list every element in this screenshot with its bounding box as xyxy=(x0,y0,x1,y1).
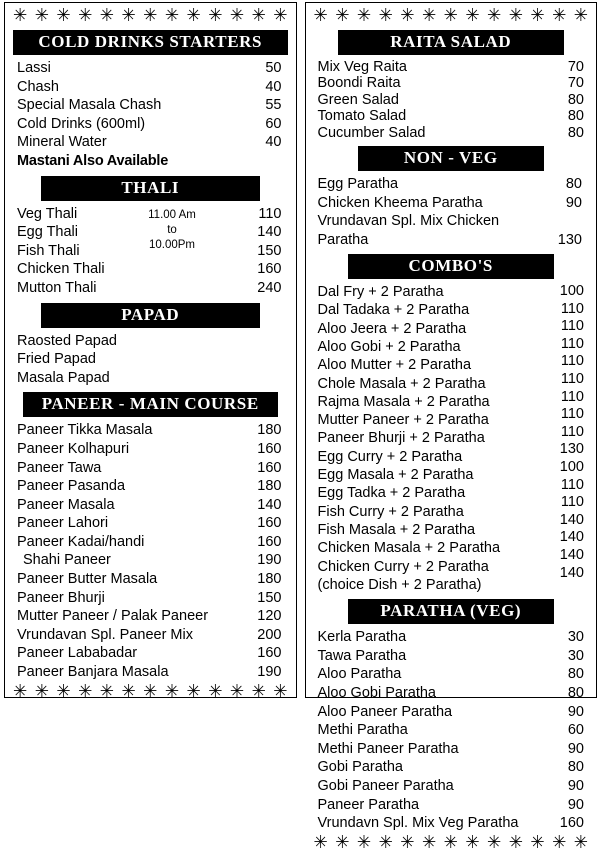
menu-item-name: Paneer Kadai/handi xyxy=(17,533,145,550)
star-icon: ✳ xyxy=(465,832,480,853)
star-icon: ✳ xyxy=(121,681,136,703)
menu-item-name: Paneer Tawa xyxy=(17,459,102,476)
menu-item-name: Mastani Also Available xyxy=(17,152,169,169)
menu-item-row xyxy=(318,175,589,194)
menu-item-row xyxy=(17,663,288,682)
paratha-veg-item-list xyxy=(312,628,591,833)
menu-item-name: Chicken Masala + 2 Paratha xyxy=(317,540,501,557)
star-divider-top-right xyxy=(312,7,591,25)
menu-item-name: Fish Curry + 2 Paratha xyxy=(317,503,464,520)
menu-item-price: 110 xyxy=(560,318,584,335)
menu-item-row xyxy=(17,589,288,608)
paratha-veg-name-column xyxy=(318,628,543,833)
menu-item-name: Gobi Paneer Paratha xyxy=(317,777,454,794)
menu-item-row xyxy=(17,533,288,552)
menu-item-price: 160 xyxy=(257,533,282,550)
menu-item-name: Dal Tadaka + 2 Paratha xyxy=(317,302,470,319)
menu-item-price: 110 xyxy=(560,353,584,370)
menu-item-row xyxy=(17,551,288,570)
section-header-thali: THALI xyxy=(41,176,260,201)
menu-item-name: Gobi Paratha xyxy=(317,759,403,776)
menu-item-name: Paneer Pasanda xyxy=(17,478,126,495)
star-icon: ✳ xyxy=(186,5,201,27)
right-menu-panel xyxy=(305,2,598,853)
menu-item-row xyxy=(17,607,288,626)
menu-item-name: Paneer Kolhapuri xyxy=(17,440,130,457)
combos-item-list xyxy=(312,283,591,594)
menu-item-name: Chole Masala + 2 Paratha xyxy=(317,375,486,392)
menu-item-row xyxy=(17,279,288,298)
section-header-cold-drinks: COLD DRINKS STARTERS xyxy=(13,30,288,55)
menu-item-name: Chicken Thali xyxy=(17,261,105,278)
menu-item-price: 100 xyxy=(559,459,584,476)
menu-item-price: 55 xyxy=(265,97,282,114)
menu-item-price: 150 xyxy=(257,242,282,259)
star-icon: ✳ xyxy=(208,5,223,27)
star-icon: ✳ xyxy=(400,5,415,27)
menu-item-name: Tomato Salad xyxy=(317,108,407,125)
star-icon: ✳ xyxy=(13,5,28,27)
star-icon: ✳ xyxy=(530,832,545,853)
star-icon: ✳ xyxy=(573,832,588,853)
menu-item-price: 80 xyxy=(567,124,584,141)
menu-item-price: 130 xyxy=(557,231,582,248)
menu-item-name: Egg Masala + 2 Paratha xyxy=(317,467,474,484)
section-header-non-veg: NON - VEG xyxy=(358,146,545,171)
menu-item-name: Raosted Papad xyxy=(17,332,117,349)
menu-item-name: Paneer Lababadar xyxy=(17,645,138,662)
menu-item-price: 50 xyxy=(265,60,282,76)
menu-item-row xyxy=(17,260,288,279)
menu-item-name: Paneer Banjara Masala xyxy=(17,664,169,681)
menu-item-name: Lassi xyxy=(17,60,51,76)
section-header-combos: COMBO'S xyxy=(348,254,555,279)
menu-item-name: Egg Tadka + 2 Paratha xyxy=(317,485,466,502)
star-icon: ✳ xyxy=(335,5,350,27)
star-icon: ✳ xyxy=(335,832,350,853)
raita-name-column xyxy=(318,59,543,141)
menu-item-name: Rajma Masala + 2 Paratha xyxy=(317,393,490,410)
paneer-item-list xyxy=(11,421,290,681)
menu-item-name: Shahi Paneer xyxy=(23,552,111,569)
menu-item-price: 110 xyxy=(560,371,584,388)
menu-item-row xyxy=(17,496,288,515)
star-icon: ✳ xyxy=(78,681,93,703)
menu-item-price: 110 xyxy=(560,494,584,511)
menu-item-name: Paneer Lahori xyxy=(17,515,109,532)
menu-item-name: Boondi Raita xyxy=(317,75,401,92)
star-icon: ✳ xyxy=(356,5,372,27)
menu-item-price: 160 xyxy=(257,645,282,662)
star-icon: ✳ xyxy=(99,681,114,703)
section-header-raita-salad: RAITA SALAD xyxy=(338,30,565,55)
menu-item-price: 90 xyxy=(567,796,584,813)
menu-item-row xyxy=(318,194,589,213)
star-icon: ✳ xyxy=(421,5,437,27)
star-icon: ✳ xyxy=(273,5,288,27)
menu-item-name: Egg Curry + 2 Paratha xyxy=(317,448,463,465)
menu-item-name: Fried Papad xyxy=(17,351,96,368)
menu-item-name: Masala Papad xyxy=(17,369,110,386)
papad-item-list xyxy=(11,332,290,388)
menu-item-price: 110 xyxy=(258,205,282,222)
star-icon: ✳ xyxy=(487,832,502,853)
star-icon: ✳ xyxy=(34,5,49,27)
menu-item-row xyxy=(17,133,288,152)
menu-item-price: 160 xyxy=(257,261,282,278)
menu-item-price: 120 xyxy=(257,608,282,625)
menu-item-price: 100 xyxy=(559,283,584,300)
menu-item-row xyxy=(17,626,288,645)
star-icon: ✳ xyxy=(465,5,480,27)
menu-item-name: Aloo Paratha xyxy=(317,666,402,683)
menu-item-name: Cold Drinks (600ml) xyxy=(17,115,146,132)
menu-item-name: Egg Thali xyxy=(17,224,78,241)
star-icon: ✳ xyxy=(356,832,372,853)
star-icon: ✳ xyxy=(78,5,93,27)
menu-item-price: 140 xyxy=(559,511,584,528)
menu-item-row xyxy=(17,459,288,478)
menu-item-price: 180 xyxy=(257,478,282,495)
paratha-veg-price-column xyxy=(542,628,588,833)
menu-item-price: 160 xyxy=(257,459,282,476)
menu-item-name: Paneer Paratha xyxy=(317,796,420,813)
menu-item-row xyxy=(17,350,288,369)
menu-item-price: 40 xyxy=(265,78,282,95)
menu-item-name: Chicken Kheema Paratha xyxy=(317,194,483,211)
menu-item-row xyxy=(17,78,288,97)
menu-item-name: Paneer Tikka Masala xyxy=(17,422,153,439)
combos-name-column xyxy=(318,283,543,594)
raita-price-column xyxy=(542,59,588,141)
menu-item-price: 180 xyxy=(257,422,282,439)
star-icon: ✳ xyxy=(208,681,223,703)
star-icon: ✳ xyxy=(487,5,502,27)
menu-item-name: Paneer Masala xyxy=(17,496,115,513)
menu-item-name-wrapped-line1: Vrundavan Spl. Mix Chicken xyxy=(317,213,500,230)
menu-item-row xyxy=(17,477,288,496)
star-icon: ✳ xyxy=(421,832,437,853)
menu-item-price: 190 xyxy=(257,664,282,681)
menu-item-price: 130 xyxy=(559,441,584,458)
star-icon: ✳ xyxy=(552,832,567,853)
menu-item-price: 160 xyxy=(257,515,282,532)
star-icon: ✳ xyxy=(313,832,328,853)
star-icon: ✳ xyxy=(13,681,28,703)
menu-item-price: 140 xyxy=(559,529,584,546)
menu-item-name: Cucumber Salad xyxy=(317,124,426,141)
star-icon: ✳ xyxy=(164,5,180,27)
star-icon: ✳ xyxy=(56,5,71,27)
menu-item-name: Green Salad xyxy=(317,91,399,108)
star-divider-top-left xyxy=(11,7,290,25)
star-icon: ✳ xyxy=(443,5,458,27)
menu-item-price: 70 xyxy=(567,59,584,75)
menu-item-name: Mutter Paneer + 2 Paratha xyxy=(317,412,489,429)
star-icon: ✳ xyxy=(143,681,158,703)
star-icon: ✳ xyxy=(508,5,523,27)
menu-item-price: 60 xyxy=(265,115,282,132)
menu-item-name: Chicken Curry + 2 Paratha xyxy=(317,558,489,575)
star-icon: ✳ xyxy=(229,681,245,703)
menu-item-name: (choice Dish + 2 Paratha) xyxy=(317,576,482,593)
thali-hours-line3: 10.00Pm xyxy=(148,238,196,251)
section-header-paneer-main-course: PANEER - MAIN COURSE xyxy=(23,392,278,417)
menu-item-name: Vrundavan Spl. Paneer Mix xyxy=(17,626,193,643)
menu-item-price: 150 xyxy=(257,589,282,606)
menu-item-name-wrapped-line2: Paratha xyxy=(317,231,369,248)
star-icon: ✳ xyxy=(251,681,266,703)
menu-item-price: 70 xyxy=(567,75,584,92)
menu-item-price: 180 xyxy=(257,571,282,588)
menu-item-name: Aloo Jeera + 2 Paratha xyxy=(317,320,467,337)
menu-item-row xyxy=(17,59,288,78)
star-icon: ✳ xyxy=(56,681,71,703)
menu-item-price: 240 xyxy=(257,279,282,296)
menu-item-name: Methi Paratha xyxy=(317,722,408,739)
menu-item-price: 140 xyxy=(559,547,584,564)
star-divider-bottom-right xyxy=(312,833,591,853)
menu-item-price: 80 xyxy=(567,759,584,776)
menu-item-row xyxy=(17,570,288,589)
menu-item-name: Paneer Butter Masala xyxy=(17,571,158,588)
star-icon: ✳ xyxy=(378,5,393,27)
menu-item-price: 90 xyxy=(567,777,584,794)
menu-item-name: Mineral Water xyxy=(17,134,107,151)
menu-item-name: Paneer Bhurji + 2 Paratha xyxy=(317,430,485,447)
menu-item-price: 60 xyxy=(567,722,584,739)
menu-item-price: 110 xyxy=(560,335,584,352)
menu-item-name: Vrundavn Spl. Mix Veg Paratha xyxy=(317,815,519,832)
menu-item-name: Kerla Paratha xyxy=(317,629,407,646)
menu-item-row xyxy=(17,369,288,388)
menu-item-price: 80 xyxy=(565,176,582,193)
menu-item-price: 90 xyxy=(565,194,582,211)
menu-item-name: Mutton Thali xyxy=(17,279,97,296)
menu-item-name: Veg Thali xyxy=(17,205,78,222)
menu-item-name: Mutter Paneer / Palak Paneer xyxy=(17,608,209,625)
section-header-papad: PAPAD xyxy=(41,303,260,328)
menu-item-price: 190 xyxy=(257,552,282,569)
menu-item-name: Tawa Paratha xyxy=(317,647,407,664)
menu-item-name: Methi Paneer Paratha xyxy=(317,740,459,757)
star-icon: ✳ xyxy=(508,832,523,853)
thali-hours-line1: 11.00 Am xyxy=(148,208,196,221)
star-icon: ✳ xyxy=(400,832,415,853)
star-divider-bottom-left xyxy=(11,682,290,702)
menu-item-price: 200 xyxy=(257,626,282,643)
thali-block xyxy=(11,205,290,298)
star-icon: ✳ xyxy=(34,681,49,703)
menu-item-name: Paneer Bhurji xyxy=(17,589,105,606)
star-icon: ✳ xyxy=(443,832,458,853)
menu-item-price: 110 xyxy=(560,300,584,317)
menu-item-price: 90 xyxy=(567,740,584,757)
menu-item-name: Aloo Mutter + 2 Paratha xyxy=(317,357,472,374)
menu-item-price: 110 xyxy=(560,423,584,440)
star-icon: ✳ xyxy=(313,5,328,27)
menu-item-row xyxy=(17,514,288,533)
thali-service-hours xyxy=(129,208,215,253)
non-veg-item-list xyxy=(312,175,591,249)
star-icon: ✳ xyxy=(186,681,201,703)
combos-price-column xyxy=(542,283,588,594)
menu-item-row xyxy=(318,231,589,250)
star-icon: ✳ xyxy=(99,5,114,27)
menu-item-name: Mix Veg Raita xyxy=(317,59,407,75)
menu-item-row xyxy=(17,96,288,115)
star-icon: ✳ xyxy=(273,681,288,703)
menu-item-row xyxy=(17,421,288,440)
menu-item-price: 80 xyxy=(567,91,584,108)
menu-item-price: 90 xyxy=(567,703,584,720)
star-icon: ✳ xyxy=(229,5,245,27)
section-header-paratha-veg: PARATHA (VEG) xyxy=(348,599,555,624)
menu-item-name: Egg Paratha xyxy=(317,176,399,193)
star-icon: ✳ xyxy=(530,5,545,27)
menu-item-price: 30 xyxy=(567,629,584,646)
menu-item-row xyxy=(17,440,288,459)
menu-item-row xyxy=(17,644,288,663)
menu-item-price: 160 xyxy=(257,440,282,457)
menu-item-price: 110 xyxy=(560,476,584,493)
thali-hours-line2: to xyxy=(167,223,177,236)
menu-item-row xyxy=(17,115,288,134)
star-icon: ✳ xyxy=(164,681,180,703)
menu-item-price: 80 xyxy=(567,108,584,125)
menu-item-price: 80 xyxy=(567,666,584,683)
menu-item-name: Dal Fry + 2 Paratha xyxy=(317,284,444,301)
star-icon: ✳ xyxy=(573,5,588,27)
star-icon: ✳ xyxy=(552,5,567,27)
cold-drinks-item-list xyxy=(11,59,290,171)
menu-item-name: Aloo Paneer Paratha xyxy=(317,703,453,720)
menu-item-price: 140 xyxy=(257,496,282,513)
menu-item-name: Fish Masala + 2 Paratha xyxy=(317,521,476,538)
menu-item-price: 110 xyxy=(560,406,584,423)
star-icon: ✳ xyxy=(121,5,136,27)
menu-item-name: Special Masala Chash xyxy=(17,97,162,114)
menu-item-name: Fish Thali xyxy=(17,242,80,259)
menu-item-name: Chash xyxy=(17,78,59,95)
left-menu-panel xyxy=(4,2,297,703)
menu-item-price: 140 xyxy=(257,224,282,241)
star-icon: ✳ xyxy=(378,832,393,853)
menu-item-name: Aloo Gobi + 2 Paratha xyxy=(317,339,461,355)
star-icon: ✳ xyxy=(143,5,158,27)
star-icon: ✳ xyxy=(251,5,266,27)
menu-item-price: 40 xyxy=(265,134,282,151)
menu-item-row xyxy=(17,332,288,351)
menu-item-name: Aloo Gobi Paratha xyxy=(317,684,436,701)
menu-item-price: 80 xyxy=(567,684,584,701)
menu-item-price: 140 xyxy=(559,564,584,581)
raita-item-list xyxy=(312,59,591,141)
menu-item-price: 30 xyxy=(567,647,584,664)
menu-item-price: 160 xyxy=(559,815,584,832)
menu-item-price: 110 xyxy=(560,388,584,405)
menu-item-row xyxy=(17,152,288,171)
